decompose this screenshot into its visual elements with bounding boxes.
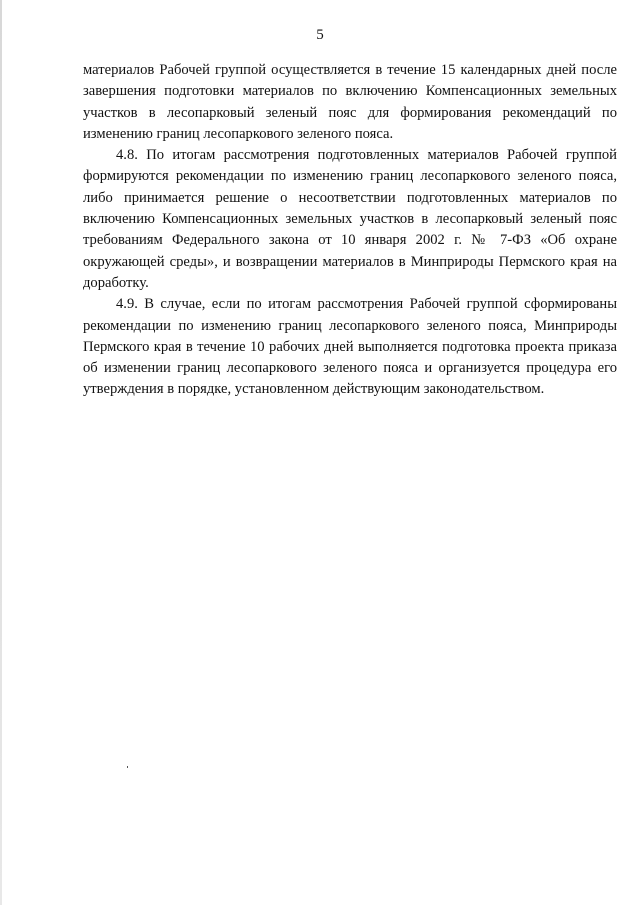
document-body bbox=[83, 60, 617, 401]
paragraph-4-9: 4.9. В случае, если по итогам рассмотрения Рабочей группой сформированы рекомендации по изменению границ лесопаркового зеленого пояса, Минприроды Пермского края в течение 10 рабочих дней выполняется подготовка проекта приказа об изменении границ лесопаркового зеленого пояса и организуется процедура его утверждения в порядке, установленном действующим законодательством. bbox=[83, 296, 617, 398]
paragraph-4-8: 4.8. По итогам рассмотрения подготовленных материалов Рабочей группой формируются рекомендации по изменению границ лесопаркового зеленого пояса, либо принимается решение о несоответствии подготовленных материалов по включению Компенсационных земельных участков в лесопарковый зеленый пояс требованиям Федерального закона от 10 января 2002 г. № 7-ФЗ «Об охране окружающей среды», и возвращении материалов в Минприроды Пермского края на доработку. bbox=[83, 147, 617, 291]
scan-edge bbox=[0, 0, 2, 905]
page-number: 5 bbox=[316, 27, 324, 43]
scan-dot bbox=[127, 766, 128, 768]
paragraph-continuation: материалов Рабочей группой осуществляется в течение 15 календарных дней после завершения подготовки материалов по включению Компенсационных земельных участков в лесопарковый зеленый пояс для формирования рекомендаций по изменению границ лесопаркового зеленого пояса. bbox=[83, 62, 617, 142]
